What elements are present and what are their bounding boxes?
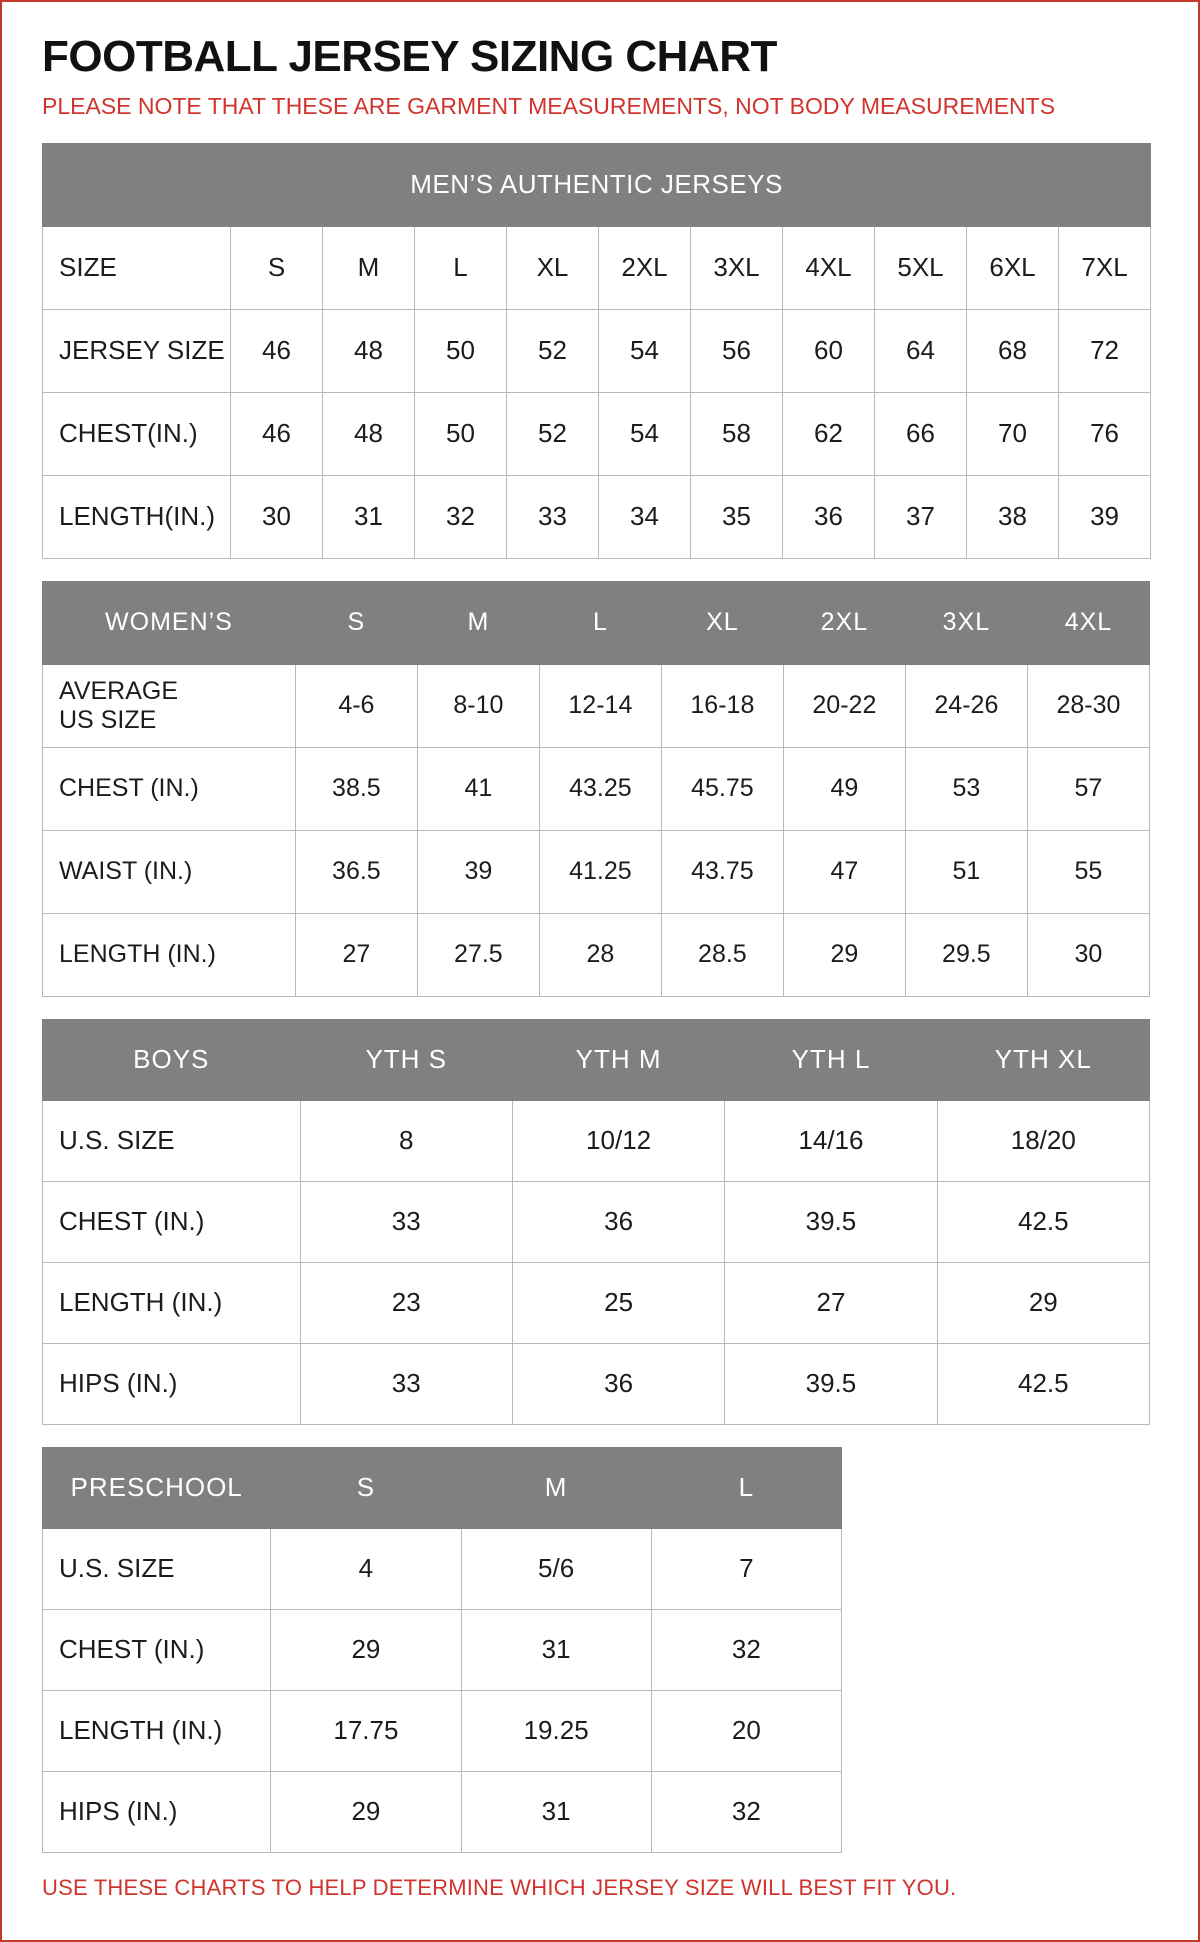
table-row bbox=[43, 664, 1150, 747]
mens-cell: 39 bbox=[1059, 475, 1151, 558]
womens-row-label-line2: US SIZE bbox=[59, 705, 157, 734]
mens-size-4xl: 4XL bbox=[783, 226, 875, 309]
table-row bbox=[43, 1181, 1150, 1262]
header-note: PLEASE NOTE THAT THESE ARE GARMENT MEASUREMENTS, NOT BODY MEASUREMENTS bbox=[42, 93, 1056, 119]
mens-cell: 58 bbox=[691, 392, 783, 475]
boys-cell: 42.5 bbox=[937, 1343, 1149, 1424]
preschool-cell: 31 bbox=[461, 1609, 651, 1690]
preschool-cell: 29 bbox=[271, 1609, 461, 1690]
mens-cell: 62 bbox=[783, 392, 875, 475]
mens-size-m: M bbox=[323, 226, 415, 309]
boys-row-label: LENGTH (IN.) bbox=[43, 1262, 301, 1343]
boys-cell: 23 bbox=[300, 1262, 512, 1343]
boys-cell: 33 bbox=[300, 1343, 512, 1424]
womens-row-label bbox=[43, 664, 296, 747]
boys-cell: 39.5 bbox=[725, 1343, 937, 1424]
table-row bbox=[43, 913, 1150, 996]
womens-cell: 28-30 bbox=[1027, 664, 1149, 747]
womens-cell: 41.25 bbox=[539, 830, 661, 913]
mens-cell: 54 bbox=[599, 392, 691, 475]
womens-cell: 16-18 bbox=[661, 664, 783, 747]
boys-size-yth-s: YTH S bbox=[300, 1019, 512, 1100]
preschool-size-l: L bbox=[651, 1447, 841, 1528]
table-row bbox=[43, 309, 1151, 392]
mens-cell: 64 bbox=[875, 309, 967, 392]
mens-row-label: JERSEY SIZE bbox=[43, 309, 231, 392]
boys-header-label: BOYS bbox=[43, 1019, 301, 1100]
mens-cell: 56 bbox=[691, 309, 783, 392]
mens-cell: 35 bbox=[691, 475, 783, 558]
boys-cell: 42.5 bbox=[937, 1181, 1149, 1262]
mens-size-label: SIZE bbox=[43, 226, 231, 309]
womens-size-s: S bbox=[295, 581, 417, 664]
boys-row-label: HIPS (IN.) bbox=[43, 1343, 301, 1424]
preschool-cell: 17.75 bbox=[271, 1690, 461, 1771]
boys-row-label: U.S. SIZE bbox=[43, 1100, 301, 1181]
womens-size-xl: XL bbox=[661, 581, 783, 664]
mens-banner-label: MEN’S AUTHENTIC JERSEYS bbox=[43, 143, 1151, 226]
mens-table-banner bbox=[43, 143, 1151, 226]
womens-cell: 28.5 bbox=[661, 913, 783, 996]
preschool-cell: 32 bbox=[651, 1609, 841, 1690]
table-row bbox=[43, 392, 1151, 475]
mens-sizing-table bbox=[42, 143, 1151, 559]
mens-cell: 54 bbox=[599, 309, 691, 392]
womens-cell: 39 bbox=[417, 830, 539, 913]
womens-row-label: CHEST (IN.) bbox=[43, 747, 296, 830]
womens-cell: 29 bbox=[783, 913, 905, 996]
womens-cell: 51 bbox=[905, 830, 1027, 913]
preschool-header-label: PRESCHOOL bbox=[43, 1447, 271, 1528]
mens-cell: 37 bbox=[875, 475, 967, 558]
mens-size-6xl: 6XL bbox=[967, 226, 1059, 309]
womens-cell: 53 bbox=[905, 747, 1027, 830]
womens-header-row bbox=[43, 581, 1150, 664]
mens-size-5xl: 5XL bbox=[875, 226, 967, 309]
womens-cell: 43.75 bbox=[661, 830, 783, 913]
womens-sizing-table bbox=[42, 581, 1150, 997]
table-row bbox=[43, 475, 1151, 558]
preschool-row-label: CHEST (IN.) bbox=[43, 1609, 271, 1690]
womens-cell: 4-6 bbox=[295, 664, 417, 747]
mens-cell: 33 bbox=[507, 475, 599, 558]
preschool-header-row bbox=[43, 1447, 842, 1528]
table-row bbox=[43, 1528, 842, 1609]
table-row bbox=[43, 830, 1150, 913]
womens-cell: 47 bbox=[783, 830, 905, 913]
mens-cell: 68 bbox=[967, 309, 1059, 392]
table-row bbox=[43, 1609, 842, 1690]
womens-row-label: WAIST (IN.) bbox=[43, 830, 296, 913]
womens-size-2xl: 2XL bbox=[783, 581, 905, 664]
mens-cell: 38 bbox=[967, 475, 1059, 558]
mens-cell: 72 bbox=[1059, 309, 1151, 392]
womens-cell: 45.75 bbox=[661, 747, 783, 830]
mens-cell: 48 bbox=[323, 309, 415, 392]
boys-cell: 33 bbox=[300, 1181, 512, 1262]
preschool-cell: 32 bbox=[651, 1771, 841, 1852]
mens-size-xl: XL bbox=[507, 226, 599, 309]
mens-size-2xl: 2XL bbox=[599, 226, 691, 309]
boys-cell: 10/12 bbox=[512, 1100, 724, 1181]
boys-row-label: CHEST (IN.) bbox=[43, 1181, 301, 1262]
mens-cell: 46 bbox=[231, 309, 323, 392]
preschool-cell: 19.25 bbox=[461, 1690, 651, 1771]
mens-size-l: L bbox=[415, 226, 507, 309]
boys-cell: 29 bbox=[937, 1262, 1149, 1343]
womens-cell: 28 bbox=[539, 913, 661, 996]
mens-cell: 52 bbox=[507, 392, 599, 475]
mens-row-label: CHEST(IN.) bbox=[43, 392, 231, 475]
womens-cell: 20-22 bbox=[783, 664, 905, 747]
womens-cell: 57 bbox=[1027, 747, 1149, 830]
mens-row-label: LENGTH(IN.) bbox=[43, 475, 231, 558]
mens-cell: 32 bbox=[415, 475, 507, 558]
preschool-cell: 4 bbox=[271, 1528, 461, 1609]
preschool-cell: 20 bbox=[651, 1690, 841, 1771]
womens-cell: 27 bbox=[295, 913, 417, 996]
boys-cell: 36 bbox=[512, 1181, 724, 1262]
page-title: FOOTBALL JERSEY SIZING CHART bbox=[42, 32, 777, 81]
womens-cell: 49 bbox=[783, 747, 905, 830]
table-row bbox=[43, 1771, 842, 1852]
mens-cell: 60 bbox=[783, 309, 875, 392]
womens-cell: 8-10 bbox=[417, 664, 539, 747]
mens-cell: 34 bbox=[599, 475, 691, 558]
preschool-row-label: HIPS (IN.) bbox=[43, 1771, 271, 1852]
boys-size-yth-xl: YTH XL bbox=[937, 1019, 1149, 1100]
womens-cell: 43.25 bbox=[539, 747, 661, 830]
mens-cell: 66 bbox=[875, 392, 967, 475]
womens-cell: 27.5 bbox=[417, 913, 539, 996]
preschool-cell: 7 bbox=[651, 1528, 841, 1609]
boys-cell: 36 bbox=[512, 1343, 724, 1424]
womens-size-3xl: 3XL bbox=[905, 581, 1027, 664]
preschool-size-s: S bbox=[271, 1447, 461, 1528]
footer-note: USE THESE CHARTS TO HELP DETERMINE WHICH JERSEY SIZE WILL BEST FIT YOU. bbox=[42, 1874, 957, 1900]
preschool-row-label: LENGTH (IN.) bbox=[43, 1690, 271, 1771]
womens-cell: 12-14 bbox=[539, 664, 661, 747]
preschool-cell: 31 bbox=[461, 1771, 651, 1852]
boys-size-yth-l: YTH L bbox=[725, 1019, 937, 1100]
boys-sizing-table bbox=[42, 1019, 1150, 1425]
table-row bbox=[43, 1343, 1150, 1424]
preschool-sizing-table bbox=[42, 1447, 842, 1853]
mens-size-header-row bbox=[43, 226, 1151, 309]
womens-cell: 29.5 bbox=[905, 913, 1027, 996]
preschool-cell: 5/6 bbox=[461, 1528, 651, 1609]
preschool-row-label: U.S. SIZE bbox=[43, 1528, 271, 1609]
preschool-cell: 29 bbox=[271, 1771, 461, 1852]
mens-cell: 36 bbox=[783, 475, 875, 558]
mens-size-3xl: 3XL bbox=[691, 226, 783, 309]
boys-cell: 27 bbox=[725, 1262, 937, 1343]
womens-cell: 38.5 bbox=[295, 747, 417, 830]
boys-size-yth-m: YTH M bbox=[512, 1019, 724, 1100]
table-row bbox=[43, 747, 1150, 830]
mens-size-7xl: 7XL bbox=[1059, 226, 1151, 309]
boys-cell: 14/16 bbox=[725, 1100, 937, 1181]
mens-cell: 46 bbox=[231, 392, 323, 475]
womens-size-4xl: 4XL bbox=[1027, 581, 1149, 664]
womens-header-label: WOMEN’S bbox=[43, 581, 296, 664]
mens-cell: 31 bbox=[323, 475, 415, 558]
mens-cell: 50 bbox=[415, 392, 507, 475]
womens-row-label-line1: AVERAGE bbox=[59, 677, 179, 705]
mens-cell: 52 bbox=[507, 309, 599, 392]
womens-size-m: M bbox=[417, 581, 539, 664]
womens-cell: 36.5 bbox=[295, 830, 417, 913]
womens-row-label: LENGTH (IN.) bbox=[43, 913, 296, 996]
mens-size-s: S bbox=[231, 226, 323, 309]
preschool-size-m: M bbox=[461, 1447, 651, 1528]
womens-cell: 41 bbox=[417, 747, 539, 830]
table-row bbox=[43, 1100, 1150, 1181]
boys-cell: 18/20 bbox=[937, 1100, 1149, 1181]
boys-header-row bbox=[43, 1019, 1150, 1100]
mens-cell: 48 bbox=[323, 392, 415, 475]
table-row bbox=[43, 1262, 1150, 1343]
womens-cell: 55 bbox=[1027, 830, 1149, 913]
mens-cell: 30 bbox=[231, 475, 323, 558]
womens-cell: 24-26 bbox=[905, 664, 1027, 747]
mens-cell: 70 bbox=[967, 392, 1059, 475]
womens-size-l: L bbox=[539, 581, 661, 664]
table-row bbox=[43, 1690, 842, 1771]
boys-cell: 8 bbox=[300, 1100, 512, 1181]
mens-cell: 76 bbox=[1059, 392, 1151, 475]
boys-cell: 25 bbox=[512, 1262, 724, 1343]
sizing-chart-page bbox=[2, 2, 1200, 1901]
boys-cell: 39.5 bbox=[725, 1181, 937, 1262]
womens-cell: 30 bbox=[1027, 913, 1149, 996]
mens-cell: 50 bbox=[415, 309, 507, 392]
